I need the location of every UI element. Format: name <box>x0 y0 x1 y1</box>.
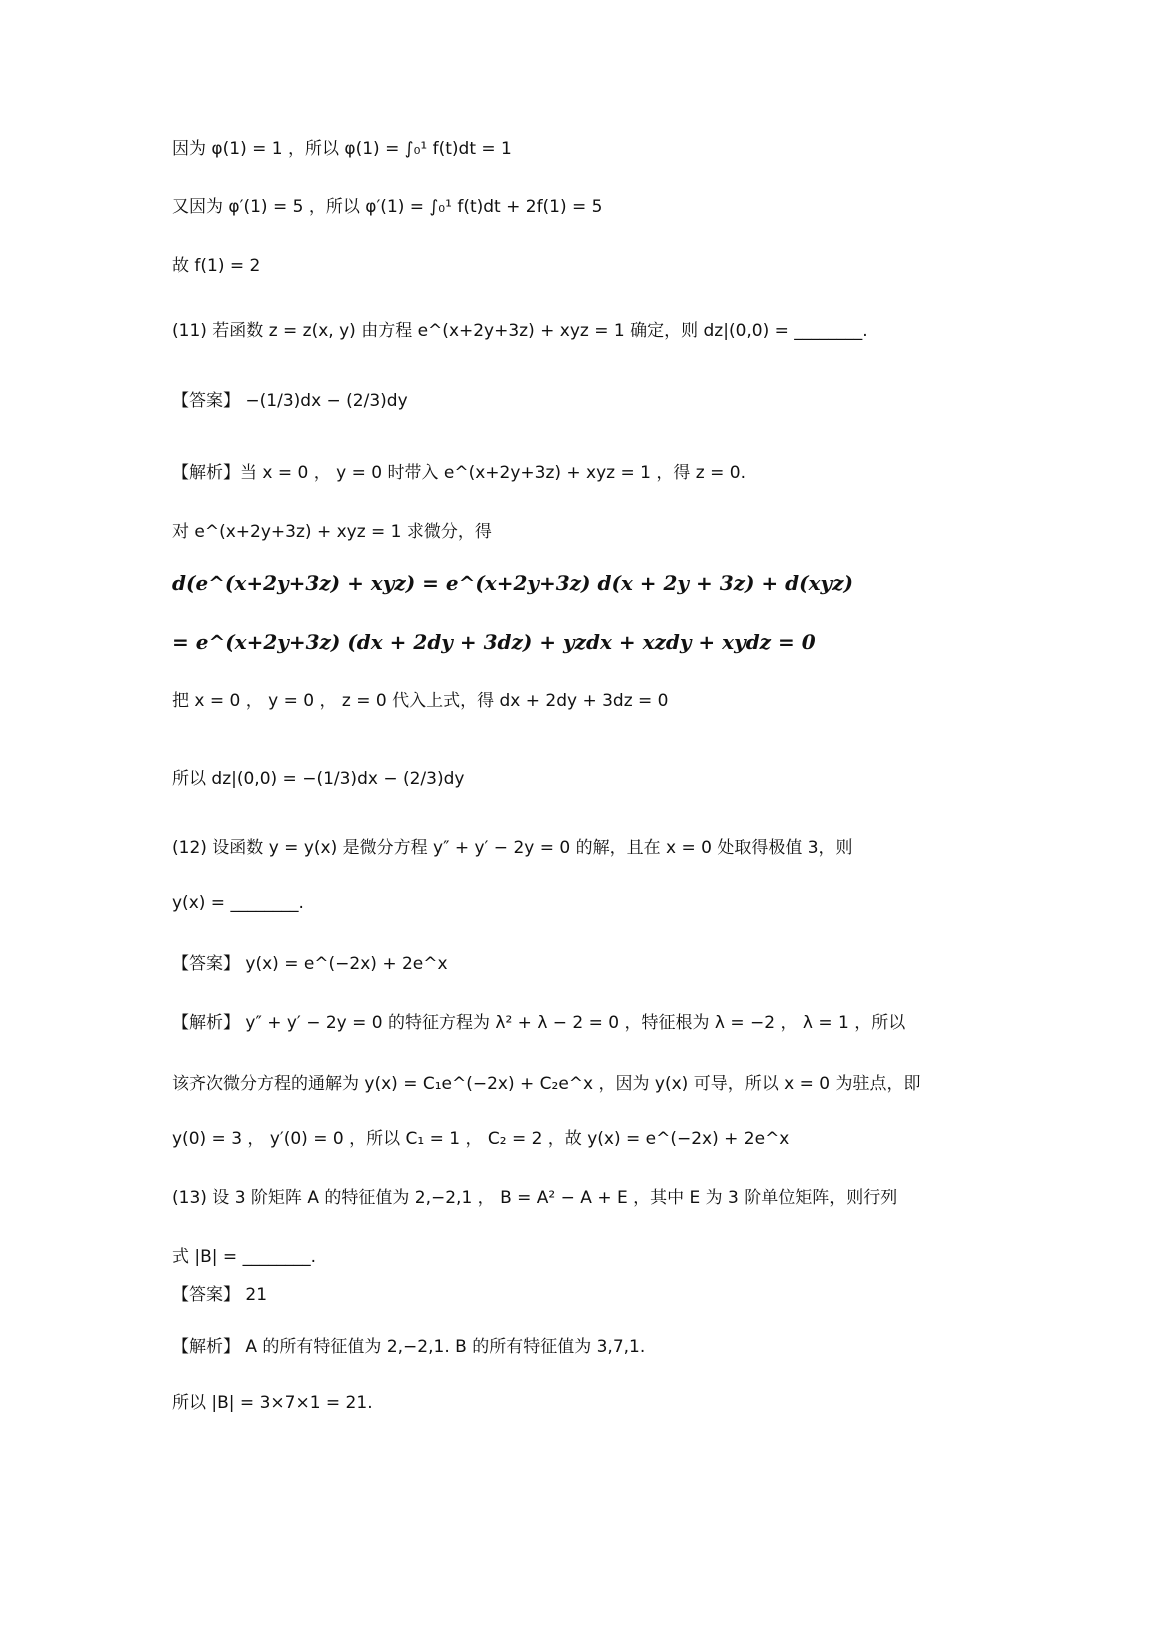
answer-12: 【答案】 y(x) = e^(−2x) + 2e^x <box>172 954 448 974</box>
text-line: 所以 |B| = 3×7×1 = 21. <box>172 1393 373 1413</box>
text-line: y(x) = ________. <box>172 893 304 913</box>
question-13: (13) 设 3 阶矩阵 A 的特征值为 2,−2,1 ， B = A² − A + E ，其中 E 为 3 阶单位矩阵，则行列 <box>172 1188 898 1208</box>
text-line: 所以 dz|(0,0) = −(1/3)dx − (2/3)dy <box>172 769 465 789</box>
answer-13: 【答案】 21 <box>172 1285 268 1305</box>
explanation-13: 【解析】 A 的所有特征值为 2,−2,1. B 的所有特征值为 3,7,1. <box>172 1337 646 1357</box>
explanation-11: 【解析】当 x = 0 ， y = 0 时带入 e^(x+2y+3z) + xyz = 1 ，得 z = 0. <box>172 463 746 483</box>
equation-line: = e^(x+2y+3z) (dx + 2dy + 3dz) + yzdx + xzdy + xydz = 0 <box>172 630 816 654</box>
text-line: 对 e^(x+2y+3z) + xyz = 1 求微分，得 <box>172 522 492 542</box>
text-line: 式 |B| = ________. <box>172 1247 316 1267</box>
text-line: 把 x = 0 ， y = 0 ， z = 0 代入上式，得 dx + 2dy + 3dz = 0 <box>172 691 669 711</box>
question-11: (11) 若函数 z = z(x, y) 由方程 e^(x+2y+3z) + xyz = 1 确定，则 dz|(0,0) = ________. <box>172 321 868 341</box>
text-line: 因为 φ(1) = 1 ，所以 φ(1) = ∫₀¹ f(t)dt = 1 <box>172 139 512 159</box>
equation-line: d(e^(x+2y+3z) + xyz) = e^(x+2y+3z) d(x + 2y + 3z) + d(xyz) <box>172 571 853 595</box>
text-line: y(0) = 3 ， y′(0) = 0 ，所以 C₁ = 1 ， C₂ = 2 ，故 y(x) = e^(−2x) + 2e^x <box>172 1129 790 1149</box>
question-12: (12) 设函数 y = y(x) 是微分方程 y″ + y′ − 2y = 0 的解，且在 x = 0 处取得极值 3，则 <box>172 838 853 858</box>
text-line: 故 f(1) = 2 <box>172 256 261 276</box>
text-line: 又因为 φ′(1) = 5 ，所以 φ′(1) = ∫₀¹ f(t)dt + 2f(1) = 5 <box>172 197 603 217</box>
explanation-12: 【解析】 y″ + y′ − 2y = 0 的特征方程为 λ² + λ − 2 = 0 ，特征根为 λ = −2 ， λ = 1 ，所以 <box>172 1013 906 1033</box>
text-line: 该齐次微分方程的通解为 y(x) = C₁e^(−2x) + C₂e^x ，因为 y(x) 可导，所以 x = 0 为驻点，即 <box>172 1074 921 1094</box>
answer-11: 【答案】 −(1/3)dx − (2/3)dy <box>172 391 408 411</box>
